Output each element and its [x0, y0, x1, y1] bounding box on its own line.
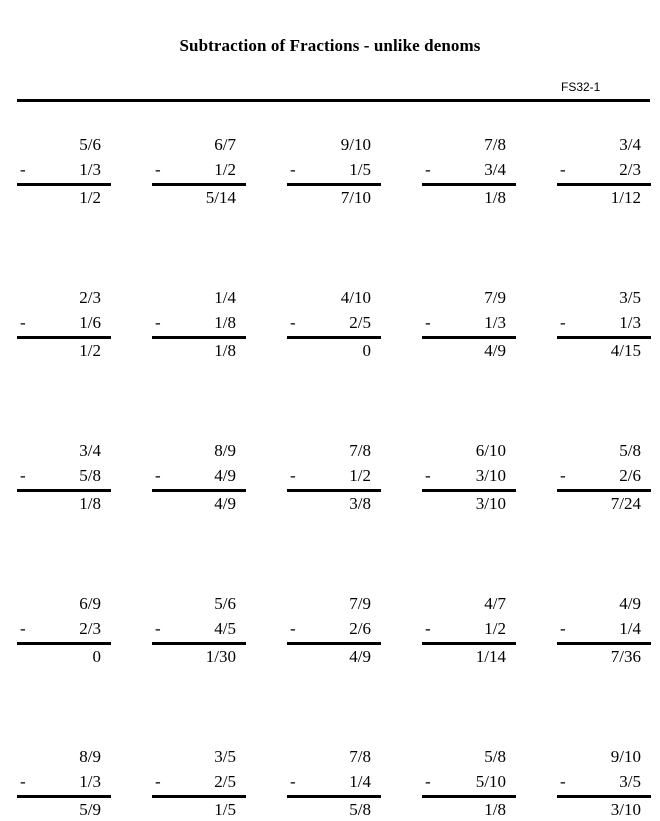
subtraction-problem: [557, 747, 651, 821]
subtrahend: 3/5: [619, 772, 641, 791]
minuend: 3/4: [619, 135, 641, 154]
answer-rule: [557, 795, 651, 798]
worksheet-title: Subtraction of Fractions - unlike denoms: [179, 36, 481, 55]
answer-rule: [422, 336, 516, 339]
answer: 4/9: [214, 494, 236, 513]
minuend: 5/6: [79, 135, 101, 154]
minus-sign: -: [425, 313, 431, 332]
subtraction-problem: [287, 441, 381, 515]
subtraction-problem: [557, 288, 651, 362]
answer: 0: [92, 647, 101, 666]
minus-sign: -: [20, 313, 26, 332]
subtraction-problem: [152, 288, 246, 362]
subtrahend: 4/5: [214, 619, 236, 638]
answer: 3/8: [349, 494, 371, 513]
minuend: 7/8: [484, 135, 506, 154]
minus-sign: -: [290, 466, 296, 485]
answer-rule: [557, 183, 651, 186]
minus-sign: -: [290, 619, 296, 638]
minuend: 8/9: [214, 441, 236, 460]
minuend: 4/7: [484, 594, 506, 613]
answer-rule: [17, 489, 111, 492]
subtrahend: 3/10: [475, 466, 506, 485]
subtrahend: 1/2: [349, 466, 371, 485]
minuend: 5/6: [214, 594, 236, 613]
subtraction-problem: [152, 747, 246, 821]
answer-rule: [152, 183, 246, 186]
minus-sign: -: [20, 160, 26, 179]
subtraction-problem: [422, 594, 516, 668]
subtrahend: 5/10: [475, 772, 506, 791]
answer: 1/8: [214, 341, 236, 360]
subtrahend: 1/4: [349, 772, 371, 791]
subtrahend: 1/3: [79, 160, 101, 179]
subtrahend: 1/8: [214, 313, 236, 332]
subtraction-problem: [557, 135, 651, 209]
subtrahend: 5/8: [79, 466, 101, 485]
answer-rule: [287, 183, 381, 186]
answer-rule: [287, 795, 381, 798]
answer-rule: [152, 336, 246, 339]
answer: 7/24: [610, 494, 641, 513]
subtraction-problem: [152, 135, 246, 209]
minuend: 3/4: [79, 441, 101, 460]
minus-sign: -: [290, 772, 296, 791]
subtrahend: 3/4: [484, 160, 506, 179]
answer: 1/30: [205, 647, 236, 666]
answer: 7/10: [340, 188, 371, 207]
subtrahend: 1/2: [484, 619, 506, 638]
minus-sign: -: [560, 466, 566, 485]
minus-sign: -: [425, 160, 431, 179]
answer: 4/9: [349, 647, 371, 666]
minus-sign: -: [290, 313, 296, 332]
answer-rule: [422, 642, 516, 645]
subtraction-problem: [17, 135, 111, 209]
answer-rule: [287, 489, 381, 492]
subtrahend: 1/6: [79, 313, 101, 332]
answer: 0: [362, 341, 371, 360]
minus-sign: -: [155, 160, 161, 179]
header-rule: [17, 99, 650, 102]
minus-sign: -: [425, 772, 431, 791]
answer-rule: [422, 795, 516, 798]
subtrahend: 1/3: [484, 313, 506, 332]
subtrahend: 4/9: [214, 466, 236, 485]
answer-rule: [17, 183, 111, 186]
answer-rule: [287, 642, 381, 645]
subtraction-problem: [152, 441, 246, 515]
answer: 4/9: [484, 341, 506, 360]
minuend: 9/10: [610, 747, 641, 766]
subtrahend: 2/3: [79, 619, 101, 638]
minuend: 4/10: [340, 288, 371, 307]
answer: 5/8: [349, 800, 371, 819]
answer: 1/8: [484, 800, 506, 819]
minuend: 7/8: [349, 747, 371, 766]
subtraction-problem: [17, 747, 111, 821]
answer: 5/14: [205, 188, 236, 207]
minuend: 5/8: [619, 441, 641, 460]
subtraction-problem: [287, 135, 381, 209]
answer: 1/2: [79, 341, 101, 360]
answer-rule: [17, 336, 111, 339]
minus-sign: -: [155, 619, 161, 638]
answer-rule: [557, 642, 651, 645]
minuend: 7/8: [349, 441, 371, 460]
answer: 1/12: [610, 188, 641, 207]
answer: 1/8: [484, 188, 506, 207]
subtrahend: 2/5: [349, 313, 371, 332]
answer: 7/36: [610, 647, 641, 666]
minuend: 5/8: [484, 747, 506, 766]
minus-sign: -: [20, 772, 26, 791]
minuend: 2/3: [79, 288, 101, 307]
subtraction-problem: [422, 135, 516, 209]
subtrahend: 1/3: [619, 313, 641, 332]
minus-sign: -: [425, 466, 431, 485]
minus-sign: -: [290, 160, 296, 179]
sheet-code: FS32-1: [561, 80, 601, 94]
subtrahend: 1/3: [79, 772, 101, 791]
subtraction-problem: [17, 441, 111, 515]
subtrahend: 1/5: [349, 160, 371, 179]
minus-sign: -: [155, 772, 161, 791]
minuend: 3/5: [214, 747, 236, 766]
minus-sign: -: [425, 619, 431, 638]
answer-rule: [17, 795, 111, 798]
subtrahend: 1/2: [214, 160, 236, 179]
answer-rule: [422, 183, 516, 186]
minuend: 8/9: [79, 747, 101, 766]
answer-rule: [152, 489, 246, 492]
answer-rule: [557, 336, 651, 339]
answer-rule: [152, 642, 246, 645]
minus-sign: -: [560, 160, 566, 179]
minuend: 6/10: [475, 441, 506, 460]
answer: 1/14: [475, 647, 506, 666]
minuend: 7/9: [349, 594, 371, 613]
answer: 1/8: [79, 494, 101, 513]
subtraction-problem: [557, 441, 651, 515]
answer: 4/15: [610, 341, 641, 360]
subtraction-problem: [422, 441, 516, 515]
subtrahend: 2/3: [619, 160, 641, 179]
subtrahend: 2/5: [214, 772, 236, 791]
answer-rule: [152, 795, 246, 798]
answer-rule: [17, 642, 111, 645]
minus-sign: -: [155, 313, 161, 332]
subtraction-problem: [287, 747, 381, 821]
minuend: 1/4: [214, 288, 236, 307]
minus-sign: -: [155, 466, 161, 485]
minuend: 4/9: [619, 594, 641, 613]
minuend: 7/9: [484, 288, 506, 307]
answer: 1/5: [214, 800, 236, 819]
subtraction-problem: [152, 594, 246, 668]
subtraction-problem: [557, 594, 651, 668]
subtrahend: 2/6: [619, 466, 641, 485]
minus-sign: -: [20, 466, 26, 485]
subtraction-problem: [287, 594, 381, 668]
subtraction-problem: [422, 747, 516, 821]
answer: 3/10: [610, 800, 641, 819]
subtraction-problem: [287, 288, 381, 362]
subtraction-problem: [422, 288, 516, 362]
minus-sign: -: [20, 619, 26, 638]
subtraction-problem: [17, 594, 111, 668]
answer: 3/10: [475, 494, 506, 513]
answer-rule: [287, 336, 381, 339]
minus-sign: -: [560, 772, 566, 791]
minuend: 6/9: [79, 594, 101, 613]
problem-grid: [17, 135, 650, 821]
minus-sign: -: [560, 619, 566, 638]
answer: 5/9: [79, 800, 101, 819]
subtraction-problem: [17, 288, 111, 362]
minuend: 3/5: [619, 288, 641, 307]
subtrahend: 1/4: [619, 619, 641, 638]
minuend: 6/7: [214, 135, 236, 154]
answer: 1/2: [79, 188, 101, 207]
minuend: 9/10: [340, 135, 371, 154]
answer-rule: [557, 489, 651, 492]
answer-rule: [422, 489, 516, 492]
subtrahend: 2/6: [349, 619, 371, 638]
minus-sign: -: [560, 313, 566, 332]
